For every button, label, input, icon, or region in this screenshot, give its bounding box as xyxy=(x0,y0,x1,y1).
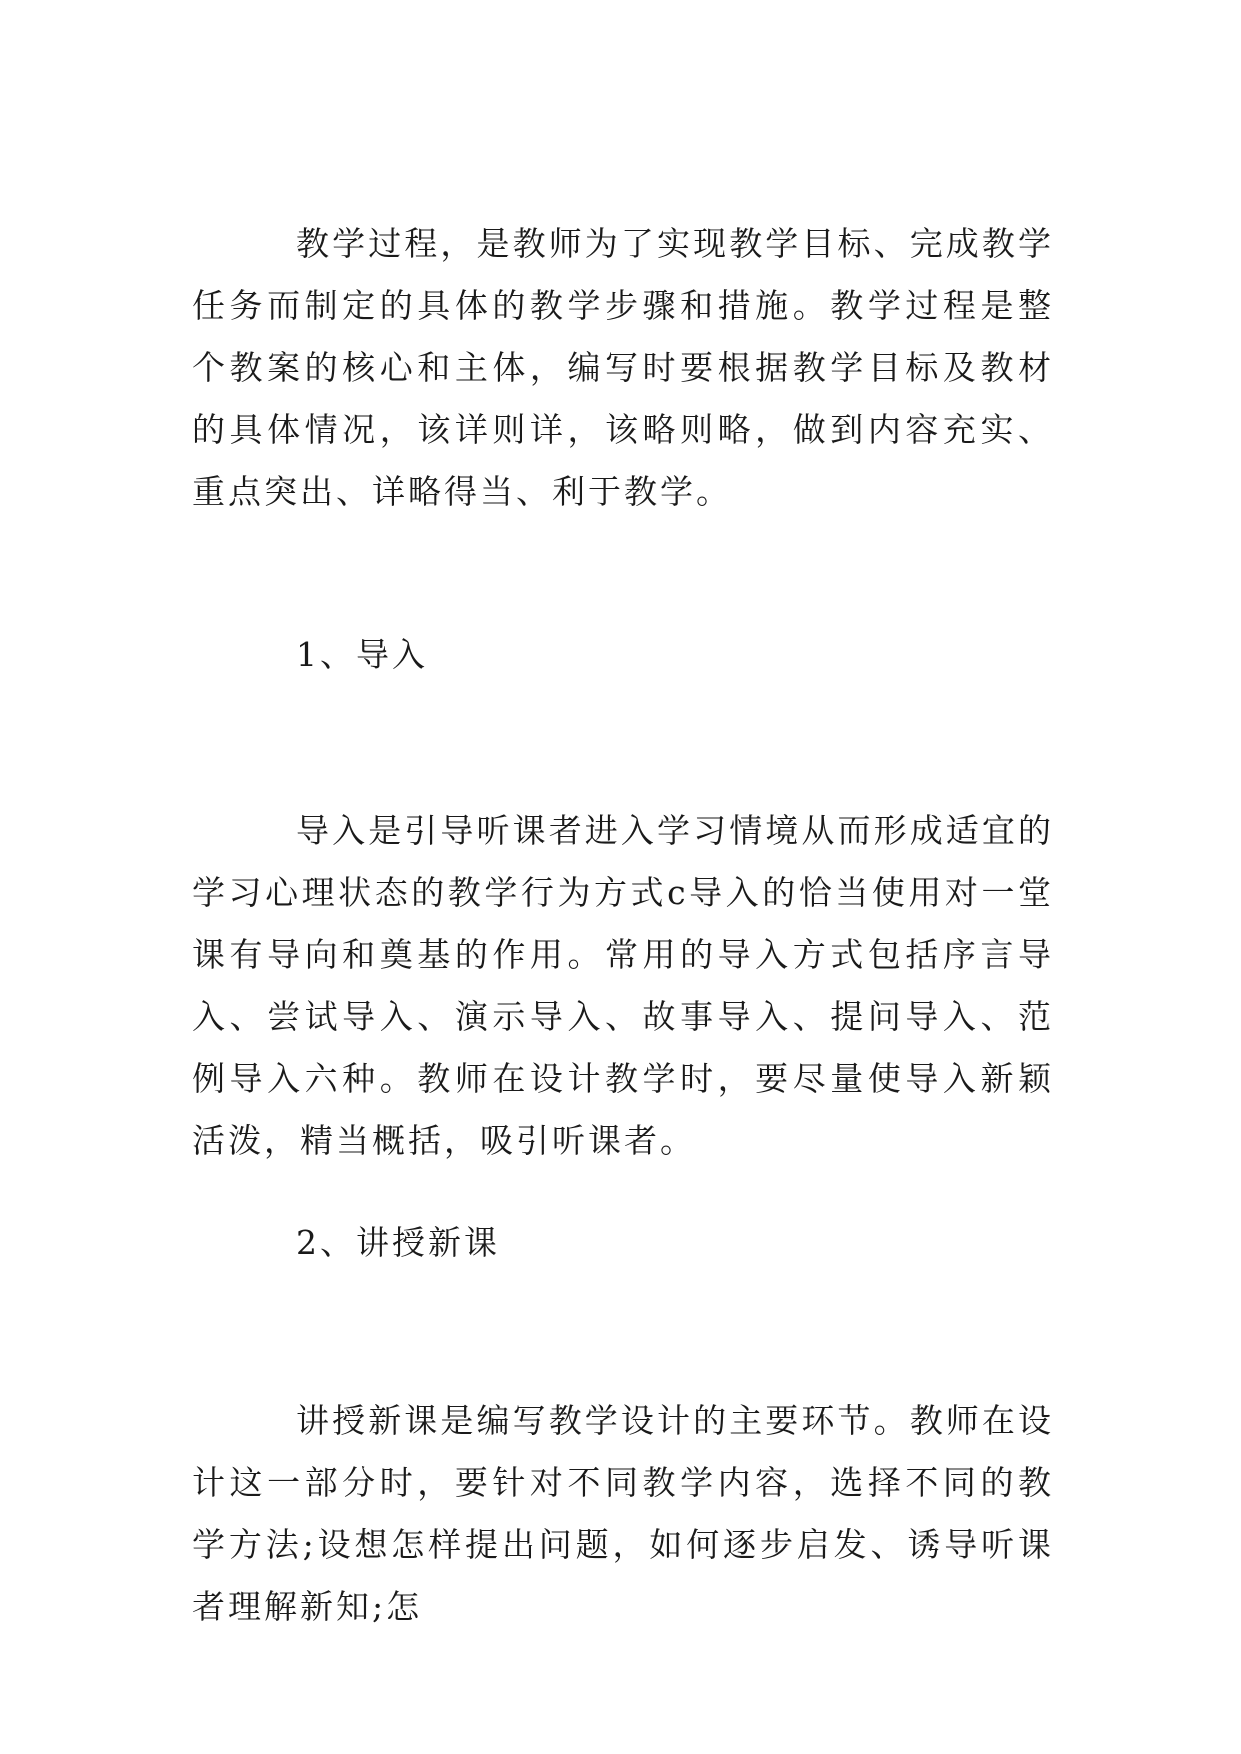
section-heading-introduction: 1、导入 xyxy=(296,635,428,674)
paragraph-teaching-process: 教学过程，是教师为了实现教学目标、完成教学任务而制定的具体的教学步骤和措施。教学过程是整个教案的核心和主体，编写时要根据教学目标及教材的具体情况，该详则详，该略则略，做到内容充实、重点突出、详略得当、利于教学。 xyxy=(192,224,1054,511)
paragraph-introduction: 导入是引导听课者进入学习情境从而形成适宜的学习心理状态的教学行为方式c导入的恰当使用对一堂课有导向和奠基的作用。常用的导入方式包括序言导入、尝试导入、演示导入、故事导入、提问导入、范例导入六种。教师在设计教学时，要尽量使导入新颖活泼，精当概括，吸引听课者。 xyxy=(192,811,1054,1160)
paragraph-new-lesson: 讲授新课是编写教学设计的主要环节。教师在设计这一部分时，要针对不同教学内容，选择不同的教学方法;设想怎样提出问题，如何逐步启发、诱导听课者理解新知;怎 xyxy=(192,1401,1054,1626)
section-heading-new-lesson: 2、讲授新课 xyxy=(296,1223,500,1262)
